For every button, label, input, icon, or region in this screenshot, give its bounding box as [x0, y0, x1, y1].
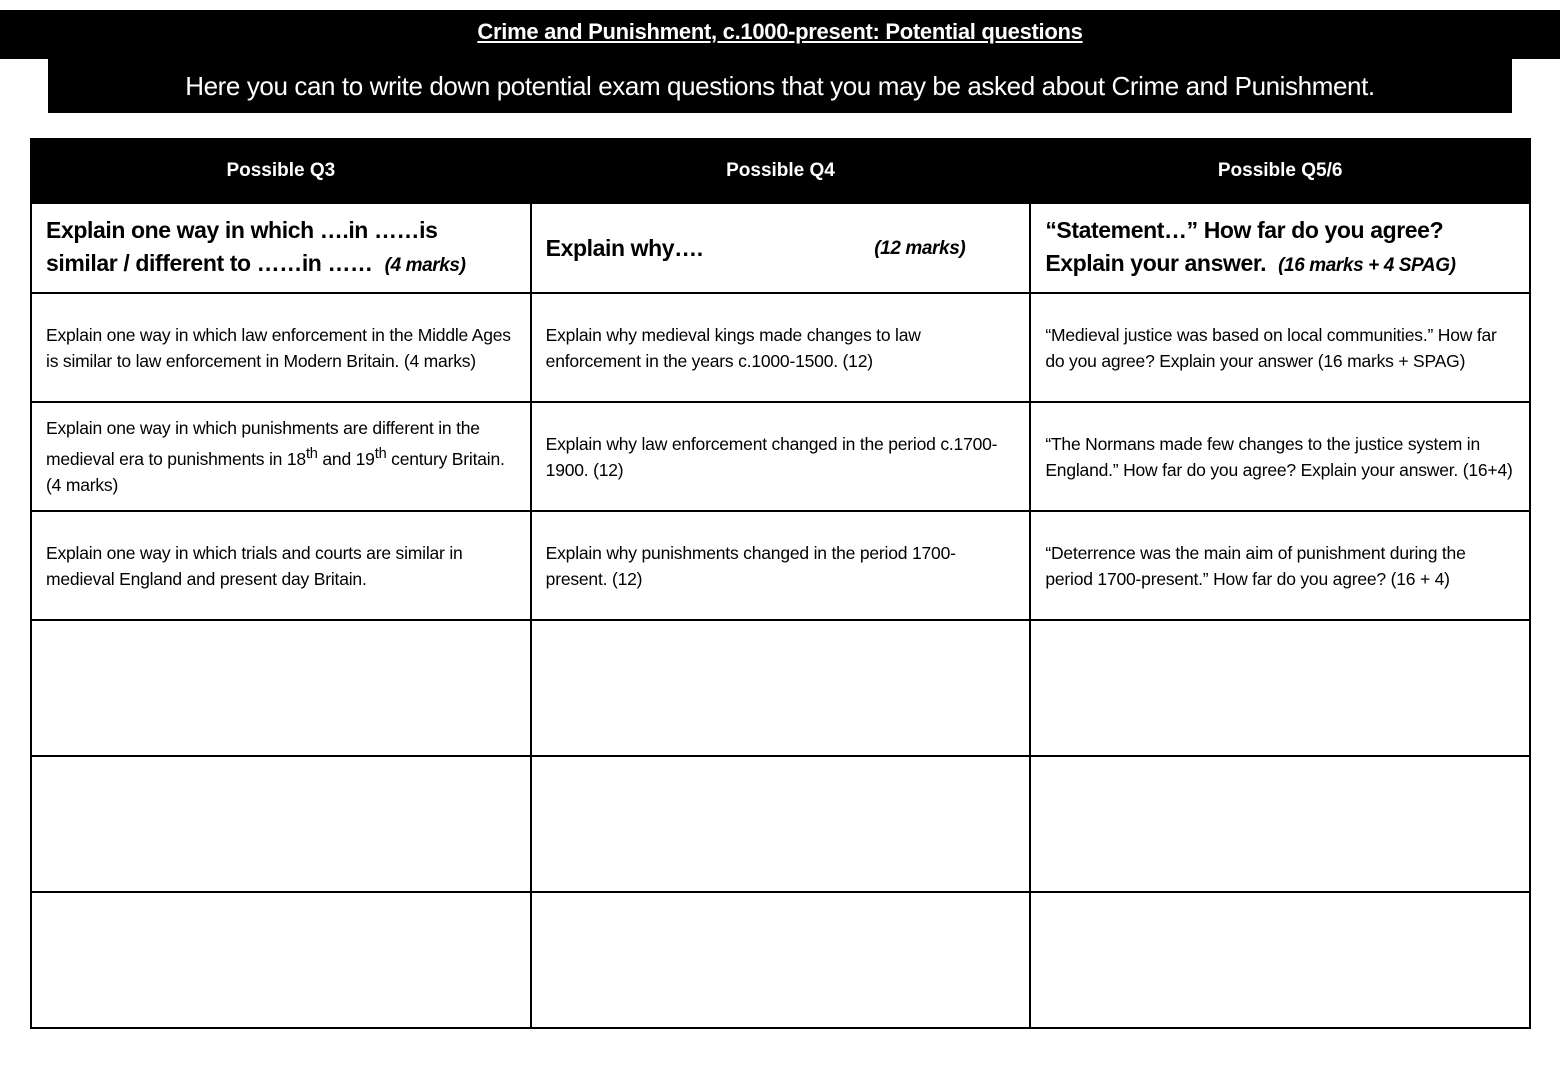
q56-cell[interactable]: “The Normans made few changes to the justice system in England.” How far do you agree? Explain your answer. (16+4) — [1030, 402, 1530, 511]
table-row — [31, 511, 1530, 620]
q56-format-line1: “Statement…” How far do you agree? — [1045, 217, 1444, 243]
q3-format — [31, 203, 531, 293]
q56-cell[interactable]: “Deterrence was the main aim of punishment during the period 1700-present.” How far do you agree? (16 + 4) — [1030, 511, 1530, 620]
page-title: Crime and Punishment, c.1000-present: Potential questions — [477, 19, 1083, 44]
q56-marks: (16 marks + 4 SPAG) — [1278, 255, 1456, 276]
q56-format — [1030, 203, 1530, 293]
q3-marks: (4 marks) — [384, 255, 466, 276]
empty-cell[interactable] — [531, 756, 1031, 892]
questions-table — [30, 138, 1531, 1029]
format-row — [31, 203, 1530, 293]
q4-format-text: Explain why…. — [545, 234, 703, 261]
q3-text: century Britain. (4 marks) — [46, 448, 505, 495]
column-header-q56: Possible Q5/6 — [1030, 139, 1530, 203]
empty-cell[interactable] — [31, 892, 531, 1028]
q3-cell[interactable] — [31, 402, 531, 511]
empty-cell[interactable] — [31, 756, 531, 892]
empty-row — [31, 756, 1530, 892]
empty-cell[interactable] — [1030, 620, 1530, 756]
q4-cell[interactable]: Explain why medieval kings made changes to law enforcement in the years c.1000-1500. (12) — [531, 293, 1031, 402]
column-header-q3: Possible Q3 — [31, 139, 531, 203]
q56-cell[interactable]: “Medieval justice was based on local communities.” How far do you agree? Explain your answer (16 marks + SPAG) — [1030, 293, 1530, 402]
q56-format-line2: Explain your answer. — [1045, 250, 1267, 276]
empty-cell[interactable] — [531, 620, 1031, 756]
q4-cell[interactable]: Explain why law enforcement changed in the period c.1700-1900. (12) — [531, 402, 1031, 511]
q4-format — [531, 203, 1031, 293]
instructions-banner: Here you can to write down potential exam questions that you may be asked about Crime and Punishment. — [48, 59, 1512, 113]
empty-cell[interactable] — [1030, 756, 1530, 892]
q4-marks: (12 marks) — [874, 237, 966, 259]
superscript: th — [305, 446, 318, 463]
superscript: th — [374, 446, 387, 463]
empty-row — [31, 620, 1530, 756]
q3-text: Explain one way in which punishments are different in the medieval era to punishments in 18 — [46, 418, 480, 469]
q3-format-line2: similar / different to ……in …… — [46, 250, 373, 276]
q3-text: and 19 — [317, 448, 375, 469]
header-row — [31, 139, 1530, 203]
column-header-q4: Possible Q4 — [531, 139, 1031, 203]
q3-format-line1: Explain one way in which ….in ……is — [46, 217, 438, 243]
table-row — [31, 402, 1530, 511]
empty-cell[interactable] — [531, 892, 1031, 1028]
q3-cell[interactable]: Explain one way in which law enforcement in the Middle Ages is similar to law enforcement in Modern Britain. (4 marks) — [31, 293, 531, 402]
empty-cell[interactable] — [1030, 892, 1530, 1028]
empty-row — [31, 892, 1530, 1028]
q3-cell[interactable]: Explain one way in which trials and courts are similar in medieval England and present day Britain. — [31, 511, 531, 620]
empty-cell[interactable] — [31, 620, 531, 756]
q4-cell[interactable]: Explain why punishments changed in the period 1700-present. (12) — [531, 511, 1031, 620]
table-row — [31, 293, 1530, 402]
